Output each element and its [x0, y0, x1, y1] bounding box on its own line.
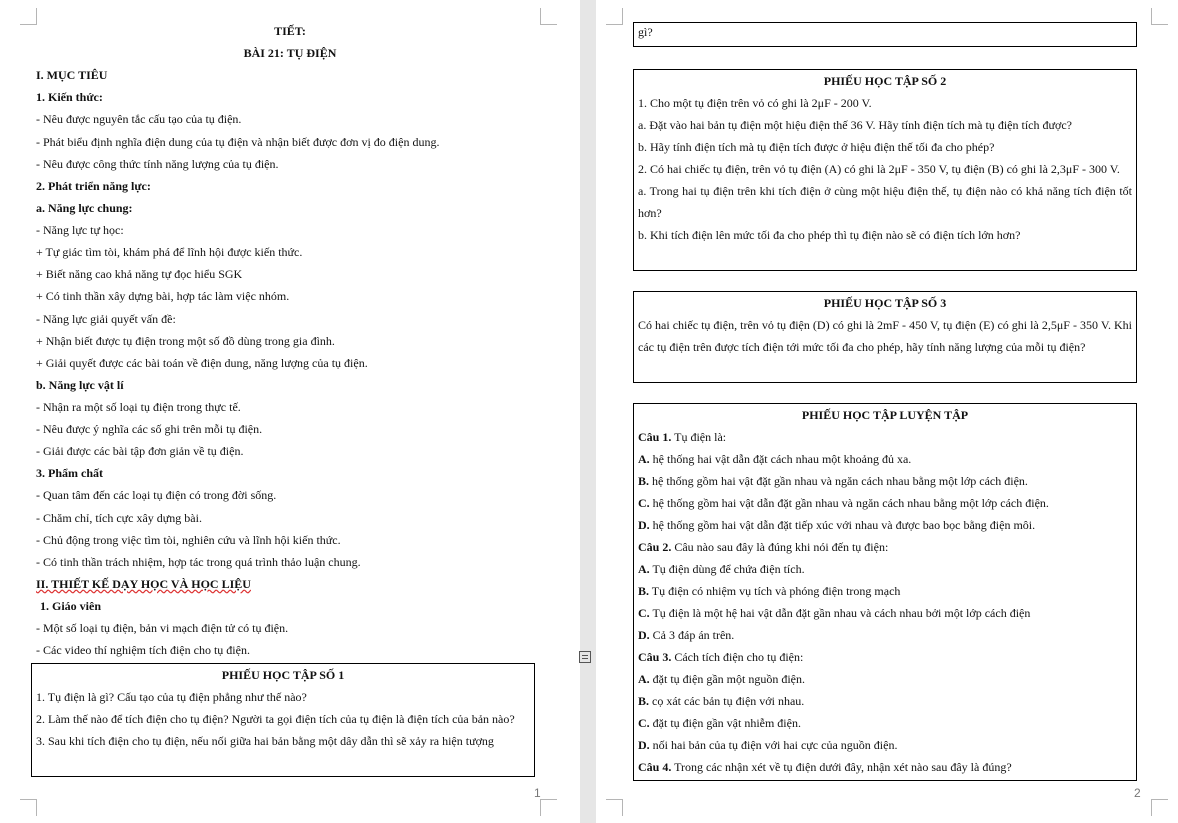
worksheet-2-title: PHIẾU HỌC TẬP SỐ 2 [823, 74, 947, 88]
text-line: + Có tinh thần xây dựng bài, hợp tác làm việc nhóm. [36, 289, 290, 303]
subsection-heading: 2. Phát triển năng lực: [36, 179, 151, 193]
practice-item-label: Câu 4. [638, 760, 672, 774]
practice-item-label: B. [638, 584, 650, 598]
subsection-heading: 3. Phẩm chất [36, 466, 103, 480]
practice-item-text: đặt tụ điện gần một nguồn điện. [649, 672, 805, 686]
text-line: - Chăm chỉ, tích cực xây dựng bài. [36, 511, 202, 525]
practice-item [638, 624, 1132, 646]
text-line: - Chủ động trong việc tìm tòi, nghiên cứu và lĩnh hội kiến thức. [36, 533, 341, 547]
practice-item [638, 492, 1132, 514]
practice-item [638, 734, 1132, 756]
layout-options-icon [579, 651, 591, 663]
worksheet-1-box [31, 663, 535, 777]
practice-item [638, 448, 1132, 470]
section-heading: II. THIẾT KẾ DẠY HỌC VÀ HỌC LIỆU [36, 577, 251, 591]
worksheet-3-box [633, 291, 1137, 383]
practice-item-text: Cách tích điện cho tụ điện: [671, 650, 804, 664]
text-line: - Có tinh thần trách nhiệm, hợp tác trong quá trình thảo luận chung. [36, 555, 361, 569]
margin-mark [606, 8, 623, 25]
text-line: - Phát biểu định nghĩa điện dung của tụ điện và nhận biết được đơn vị đo điện dung. [36, 135, 440, 149]
practice-item [638, 536, 1132, 558]
text-line: - Nêu được công thức tính năng lượng của tụ điện. [36, 157, 279, 171]
worksheet-2-box [633, 69, 1137, 271]
practice-item-text: cọ xát các bản tụ điện với nhau. [649, 694, 805, 708]
practice-item-label: Câu 3. [638, 650, 672, 664]
practice-item-label: A. [638, 452, 650, 466]
practice-item-text: Tụ điện là một hệ hai vật dẫn đặt gần nhau và cách nhau bởi một lớp cách điện [649, 606, 1031, 620]
practice-item [638, 756, 1132, 778]
worksheet-1-title: PHIẾU HỌC TẬP SỐ 1 [221, 668, 345, 682]
worksheet-1-continuation [633, 22, 1137, 47]
text-line: + Giải quyết được các bài toán về điện dung, năng lượng của tụ điện. [36, 356, 368, 370]
worksheet-1-question: 1. Tụ điện là gì? Cấu tạo của tụ điện phẳng như thế nào? [36, 690, 307, 704]
practice-item [638, 712, 1132, 734]
practice-item-text: Tụ điện có nhiệm vụ tích và phóng điện trong mạch [649, 584, 901, 598]
worksheet-2-line: a. Đặt vào hai bản tụ điện một hiệu điện thế 36 V. Hãy tính điện tích mà tụ điện tích được? [638, 118, 1072, 132]
subsection-heading: 1. Kiến thức: [36, 90, 103, 104]
practice-item-text: Tụ điện dùng để chứa điện tích. [649, 562, 805, 576]
worksheet-2-line: b. Hãy tính điện tích mà tụ điện tích được ở hiệu điện thế tối đa cho phép? [638, 140, 995, 154]
practice-item-text: đặt tụ điện gần vật nhiễm điện. [649, 716, 801, 730]
page-number: 1 [534, 786, 541, 800]
practice-item [638, 646, 1132, 668]
section-heading: I. MỤC TIÊU [36, 68, 108, 82]
subsection-heading: a. Năng lực chung: [36, 201, 133, 215]
practice-item-label: Câu 1. [638, 430, 672, 444]
text-line: - Năng lực giải quyết vấn đề: [36, 312, 176, 326]
text-line: + Biết năng cao khả năng tự đọc hiểu SGK [36, 267, 243, 281]
margin-mark [1151, 799, 1168, 816]
practice-item-label: C. [638, 606, 650, 620]
practice-item-label: D. [638, 628, 650, 642]
practice-item-text: hệ thống gồm hai vật dẫn đặt tiếp xúc với nhau và được bao bọc bằng điện môi. [649, 518, 1036, 532]
margin-mark [1151, 8, 1168, 25]
margin-mark [540, 799, 557, 816]
worksheet-2-line: a. Trong hai tụ điện trên khi tích điện ở cùng một hiệu điện thế, tụ điện nào có khả năng tích điện tốt hơn? [638, 184, 1132, 220]
practice-item [638, 514, 1132, 536]
worksheet-1-question: 3. Sau khi tích điện cho tụ điện, nếu nối giữa hai bản bằng một dây dẫn thì sẽ xảy ra hiện tượng [36, 734, 494, 748]
practice-item [638, 690, 1132, 712]
practice-item-label: C. [638, 716, 650, 730]
practice-item-label: Câu 2. [638, 540, 672, 554]
practice-item-text: hệ thống gồm hai vật dẫn đặt gần nhau và ngăn cách nhau bằng một lớp cách điện. [649, 496, 1049, 510]
practice-item [638, 426, 1132, 448]
practice-item-label: D. [638, 738, 650, 752]
practice-item [638, 668, 1132, 690]
continued-text: gì? [638, 25, 653, 39]
text-line: - Các video thí nghiệm tích điện cho tụ điện. [36, 643, 250, 657]
subsection-heading: 1. Giáo viên [40, 599, 102, 613]
text-line: - Năng lực tự học: [36, 223, 124, 237]
page-gutter [580, 0, 596, 823]
practice-item-text: Tụ điện là: [671, 430, 727, 444]
practice-item [638, 558, 1132, 580]
text-line: - Một số loại tụ điện, bản vi mạch điện tử có tụ điện. [36, 621, 289, 635]
text-line: + Nhận biết được tụ điện trong một số đồ dùng trong gia đình. [36, 334, 335, 348]
text-line: - Nhận ra một số loại tụ điện trong thực tế. [36, 400, 241, 414]
worksheet-3-title: PHIẾU HỌC TẬP SỐ 3 [823, 296, 947, 310]
margin-mark [20, 799, 37, 816]
practice-item-text: Trong các nhận xét về tụ điện dưới đây, nhận xét nào sau đây là đúng? [671, 760, 1012, 774]
practice-item [638, 580, 1132, 602]
text-line: - Quan tâm đến các loại tụ điện có trong đời sống. [36, 488, 277, 502]
worksheet-2-line: b. Khi tích điện lên mức tối đa cho phép thì tụ điện nào sẽ có điện tích lớn hơn? [638, 228, 1021, 242]
practice-item-label: C. [638, 496, 650, 510]
worksheet-1-question: 2. Làm thế nào để tích điện cho tụ điện? Người ta gọi điện tích của tụ điện là điện tích của bản nào? [36, 712, 515, 726]
practice-item-label: B. [638, 694, 650, 708]
practice-item-text: Câu nào sau đây là đúng khi nói đến tụ điện: [671, 540, 889, 554]
document-page-2 [596, 0, 1178, 823]
practice-worksheet-box [633, 403, 1137, 781]
practice-worksheet-title: PHIẾU HỌC TẬP LUYỆN TẬP [801, 408, 969, 422]
subsection-heading: b. Năng lực vật lí [36, 378, 124, 392]
tiet-heading: TIẾT: [274, 24, 306, 38]
worksheet-3-text: Có hai chiếc tụ điện, trên vỏ tụ điện (D) có ghi là 2mF - 450 V, tụ điện (E) có ghi là 2,5μF - 350 V. Khi các tụ điện trên được tích điện tới mức tối đa cho phép, hãy tính năng lượng của mỗi tụ điện? [638, 318, 1132, 354]
text-line: - Giải được các bài tập đơn giản về tụ điện. [36, 444, 244, 458]
lesson-title: BÀI 21: TỤ ĐIỆN [243, 46, 337, 60]
worksheet-2-line: 2. Có hai chiếc tụ điện, trên vỏ tụ điện (A) có ghi là 2μF - 350 V, tụ điện (B) có ghi là 2,3μF - 300 V. [638, 162, 1120, 176]
margin-mark [606, 799, 623, 816]
text-line: - Nêu được nguyên tắc cấu tạo của tụ điện. [36, 112, 242, 126]
text-line: - Nêu được ý nghĩa các số ghi trên mỗi tụ điện. [36, 422, 263, 436]
text-line: + Tự giác tìm tòi, khám phá để lĩnh hội được kiến thức. [36, 245, 303, 259]
worksheet-2-line: 1. Cho một tụ điện trên vỏ có ghi là 2μF - 200 V. [638, 96, 872, 110]
practice-item-text: hệ thống gồm hai vật đặt gần nhau và ngăn cách nhau bằng một lớp cách điện. [649, 474, 1028, 488]
practice-item [638, 602, 1132, 624]
practice-item-label: A. [638, 672, 650, 686]
page-number: 2 [1134, 786, 1141, 800]
practice-item-label: A. [638, 562, 650, 576]
practice-item-text: hệ thống hai vật dẫn đặt cách nhau một khoảng đủ xa. [649, 452, 912, 466]
practice-item [638, 470, 1132, 492]
document-page-1 [0, 0, 580, 823]
practice-item-text: Cả 3 đáp án trên. [649, 628, 735, 642]
practice-item-text: nối hai bản của tụ điện với hai cực của nguồn điện. [649, 738, 898, 752]
practice-item-label: B. [638, 474, 650, 488]
practice-item-label: D. [638, 518, 650, 532]
